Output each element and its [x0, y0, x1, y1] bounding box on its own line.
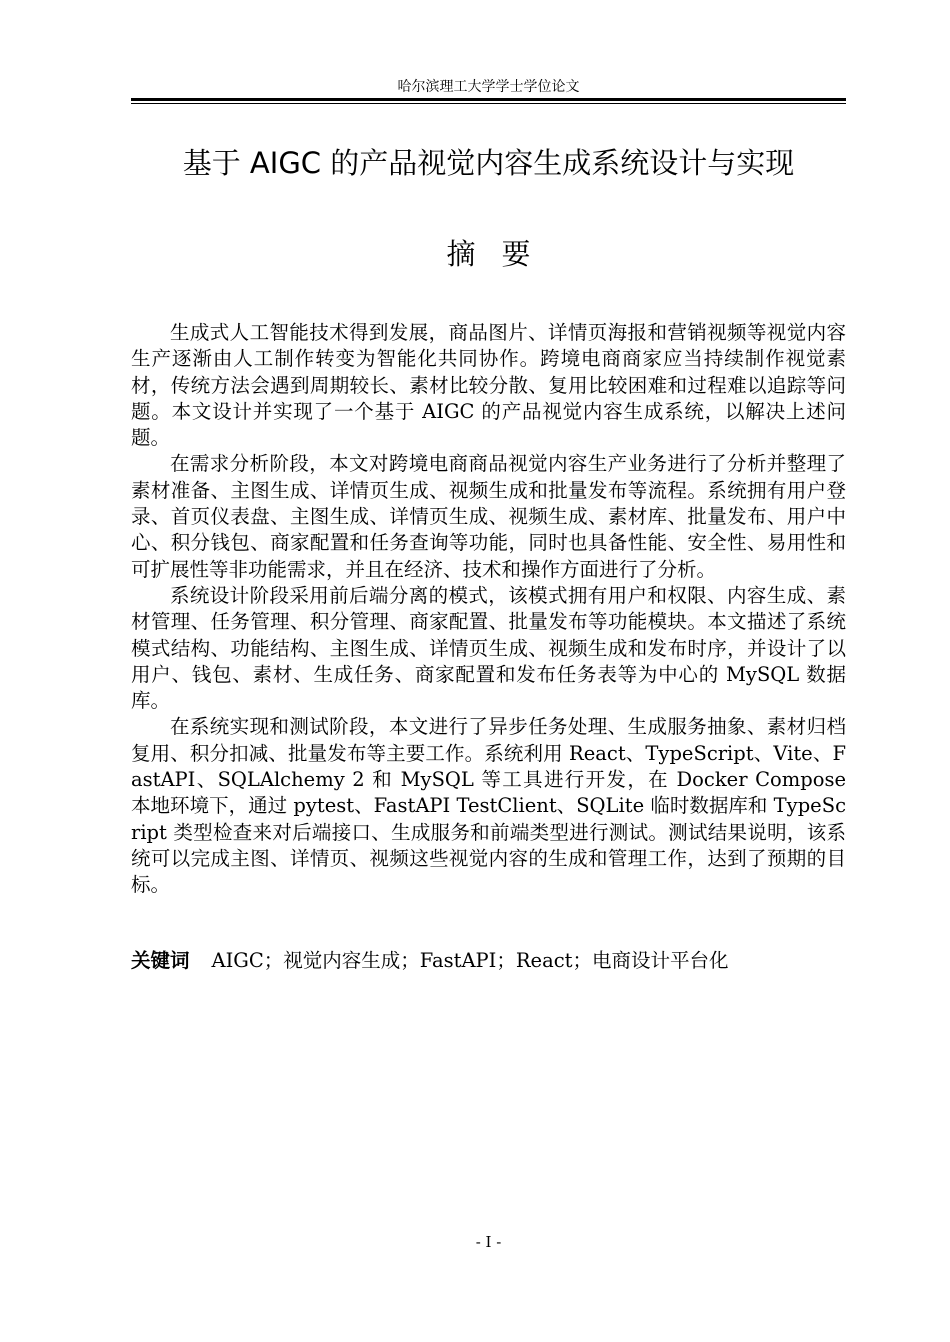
running-header: 哈尔滨理工大学学士学位论文: [397, 79, 580, 95]
header-rule-thin: [131, 103, 846, 104]
abstract-body: [131, 320, 846, 899]
abstract-paragraph: 系统设计阶段采用前后端分离的模式，该模式拥有用户和权限、内容生成、素材管理、任务管理、积分管理、商家配置、批量发布等功能模块。本文描述了系统模式结构、功能结构、主图生成、详情页生成、视频生成和发布时序，并设计了以用户、钱包、素材、生成任务、商家配置和发布任务表等为中心的 MySQL 数据库。: [131, 583, 846, 713]
abstract-paragraph: 生成式人工智能技术得到发展，商品图片、详情页海报和营销视频等视觉内容生产逐渐由人工制作转变为智能化共同协作。跨境电商商家应当持续制作视觉素材，传统方法会遇到周期较长、素材比较分散、复用比较困难和过程难以追踪等问题。本文设计并实现了一个基于 AIGC 的产品视觉内容生成系统，以解决上述问题。: [131, 321, 846, 450]
abstract-paragraph: 在需求分析阶段，本文对跨境电商商品视觉内容生产业务进行了分析并整理了素材准备、主图生成、详情页生成、视频生成和批量发布等流程。系统拥有用户登录、首页仪表盘、主图生成、详情页生成、视频生成、素材库、批量发布、用户中心、积分钱包、商家配置和任务查询等功能，同时也具备性能、安全性、易用性和可扩展性等非功能需求，并且在经济、技术和操作方面进行了分析。: [131, 452, 846, 581]
keywords-line: [131, 947, 846, 975]
page-number: - I -: [475, 1233, 502, 1251]
keywords-text: AIGC；视觉内容生成；FastAPI；React；电商设计平台化: [211, 949, 729, 972]
header-rule-thick: [131, 98, 846, 101]
abstract-paragraph: 在系统实现和测试阶段，本文进行了异步任务处理、生成服务抽象、素材归档复用、积分扣减、批量发布等主要工作。系统利用 React、TypeScript、Vite、FastAPI、SQLAlchemy 2 和 MySQL 等工具进行开发，在 Docker Compose 本地环境下，通过 pytest、FastAPI TestClient、SQLite 临时数据库和 TypeScript 类型检查来对后端接口、生成服务和前端类型进行测试。测试结果说明，该系统可以完成主图、详情页、视频这些视觉内容的生成和管理工作，达到了预期的目标。: [131, 715, 846, 897]
abstract-heading: 摘要: [446, 237, 557, 271]
keywords-label: 关键词: [131, 949, 190, 972]
thesis-title: 基于 AIGC 的产品视觉内容生成系统设计与实现: [182, 146, 795, 180]
